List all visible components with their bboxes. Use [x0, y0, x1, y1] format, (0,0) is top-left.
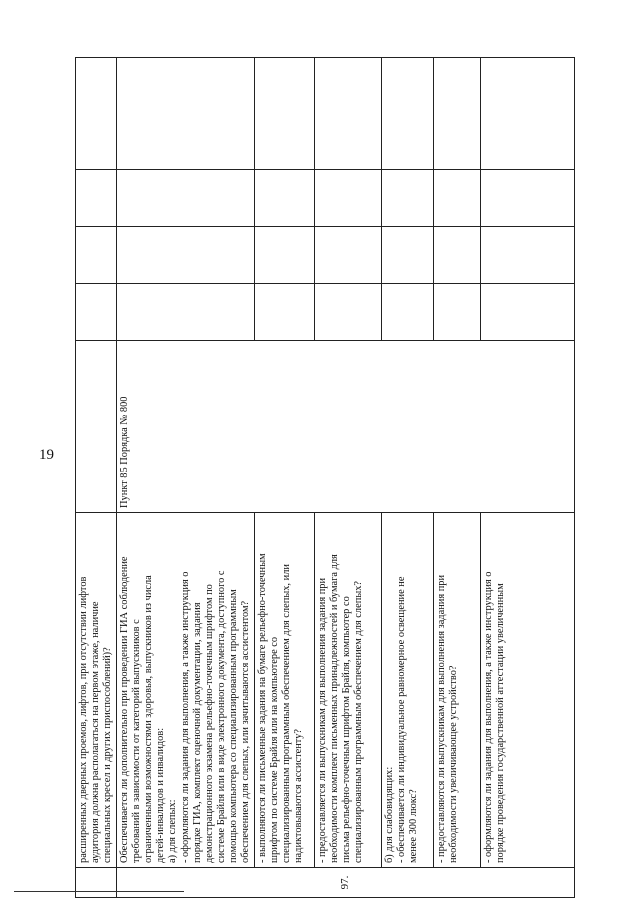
text-line: обеспечением для слепых, или зачитываются ассистентом? [239, 600, 251, 863]
answer-cell [480, 284, 574, 341]
text-line: необходимости увеличивающее устройство? [447, 665, 459, 863]
answer-cell [76, 284, 117, 341]
bottom-rule [14, 891, 184, 892]
text-line: расширенных дверных проемов, лифтов, при отсутствии лифтов [78, 576, 89, 863]
question-cell [76, 513, 117, 868]
comment-cell [314, 58, 381, 170]
text-line: порядке ГИА, комплект оценочной документации, задания [191, 602, 203, 863]
question-cell [117, 513, 255, 868]
text-line: системе Брайля или в виде электронного документа, доступного с [215, 570, 227, 863]
text-line: порядке проведения государственной аттестации увеличенным [494, 583, 506, 863]
text-line: - оформляются ли задания для выполнения, а также инструкция о [482, 571, 494, 863]
text-line: необходимости комплект письменных принадлежностей и бумага для [328, 554, 340, 863]
answer-cell [254, 284, 314, 341]
text-line: ограниченными возможностями здоровья, выпускников из числа [143, 575, 155, 863]
answer-cell [381, 284, 433, 341]
answer-cell [254, 227, 314, 284]
text-line: - предоставляется ли выпускникам для выполнения задания при [316, 577, 328, 863]
comment-cell [254, 58, 314, 170]
comment-cell [480, 58, 574, 170]
text-line: специализированным программным обеспечением для слепых? [353, 580, 365, 863]
text-line: письма рельефно-точечным шрифтом Брайля, компьютер со [341, 596, 352, 863]
answer-cell [480, 227, 574, 284]
text-line: требований в зависимости от категорий выпускников с [131, 619, 143, 863]
question-cell [433, 513, 480, 868]
text-line: б) для слабовидящих: [383, 766, 395, 863]
text-line: а) для слепых: [167, 799, 179, 863]
text-line: - оформляются ли задания для выполнения, а также инструкция о [179, 571, 191, 863]
answer-cell [76, 227, 117, 284]
text-line: - предоставляются ли выпускникам для выполнения задания при [435, 574, 447, 863]
answer-cell [117, 170, 255, 227]
reference-cell: Пункт 85 Порядка № 800 [117, 341, 575, 513]
text-line: шрифтом по системе Брайля или на компьютере со [268, 636, 280, 863]
answer-cell [381, 227, 433, 284]
answer-cell [314, 284, 381, 341]
text-line: помощью компьютера со специализированным программным [227, 589, 239, 863]
text-line: - выполняются ли письменные задания на бумаге рельефно-точечным [256, 553, 268, 863]
text-line: демонстрационного экзамена рельефно-точечным шрифтом по [203, 584, 215, 863]
question-cell [381, 513, 433, 868]
checklist-table [75, 57, 575, 898]
answer-cell [480, 170, 574, 227]
answer-cell [117, 227, 255, 284]
text-line: специализированным программным обеспечением для слепых, или [281, 564, 292, 863]
answer-cell [433, 284, 480, 341]
answer-cell [433, 227, 480, 284]
answer-cell [76, 170, 117, 227]
comment-cell [433, 58, 480, 170]
question-cell [254, 513, 314, 868]
answer-cell [433, 170, 480, 227]
text-line: аудитория должна располагаться на первом этаже, наличие [90, 601, 102, 863]
comment-cell [381, 58, 433, 170]
text-line: детей-инвалидов и инвалидов: [155, 727, 167, 863]
comment-cell [117, 58, 255, 170]
answer-cell [314, 227, 381, 284]
row-number-cell [76, 868, 117, 898]
answer-cell [254, 170, 314, 227]
page-number: 19 [39, 447, 54, 463]
question-cell [480, 513, 574, 868]
row-number: 97. [117, 868, 575, 898]
text-line: Обеспечивается ли дополнительно при проведении ГИА соблюдение [119, 556, 131, 863]
text-line: надиктовываются ассистенту? [293, 728, 305, 863]
table-row [76, 58, 117, 898]
reference-cell [76, 341, 117, 513]
table-row [117, 58, 255, 898]
answer-cell [117, 284, 255, 341]
text-line: - обеспечивается ли индивидуальное равномерное освещение не [395, 576, 407, 863]
text-line: специальных кресел и других приспособлений)? [102, 647, 114, 863]
question-cell [314, 513, 381, 868]
answer-cell [381, 170, 433, 227]
answer-cell [314, 170, 381, 227]
text-line: менее 300 люкс? [408, 789, 419, 863]
comment-cell [76, 58, 117, 170]
